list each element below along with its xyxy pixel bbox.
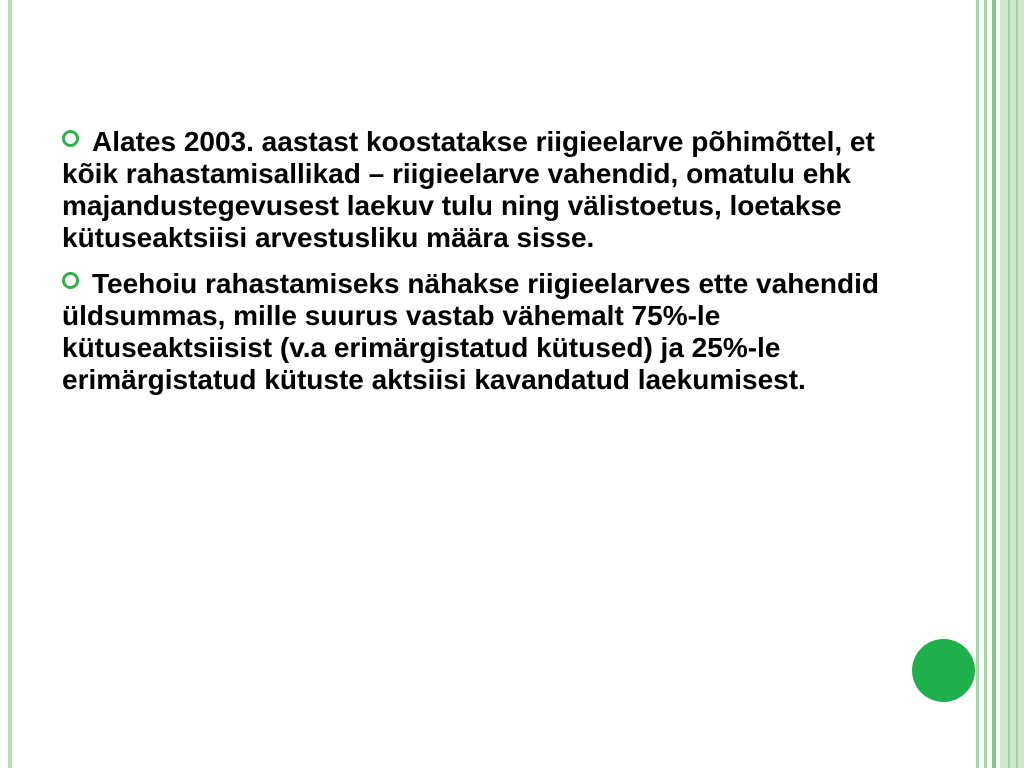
border-stripe — [1008, 0, 1010, 768]
left-border-line — [8, 0, 12, 768]
border-stripe — [1016, 0, 1018, 768]
slide-body — [62, 126, 922, 410]
ring-bullet-icon — [62, 272, 79, 289]
green-circle-icon — [912, 639, 975, 702]
ring-bullet-icon — [62, 130, 79, 147]
bullet-paragraph-2 — [62, 268, 922, 396]
border-stripe — [984, 0, 987, 768]
right-decorative-border — [976, 0, 1024, 768]
border-band — [1000, 0, 1024, 768]
border-stripe — [976, 0, 979, 768]
bullet-text: Alates 2003. aastast koostatakse riigieelarve põhimõttel, et kõik rahastamisallikad – riigieelarve vahendid, omatulu ehk majandustegevusest laekuv tulu ning välistoetus, loetakse kütuseaktsiisi arvestusliku määra sisse. — [62, 126, 875, 253]
border-stripe — [992, 0, 996, 768]
bullet-paragraph-1 — [62, 126, 922, 254]
bullet-text: Teehoiu rahastamiseks nähakse riigieelarves ette vahendid üldsummas, mille suurus vastab vähemalt 75%-le kütuseaktsiisist (v.a erimärgistatud kütused) ja 25%-le erimärgistatud kütuste aktsiisi kavandatud laekumisest. — [62, 268, 879, 395]
